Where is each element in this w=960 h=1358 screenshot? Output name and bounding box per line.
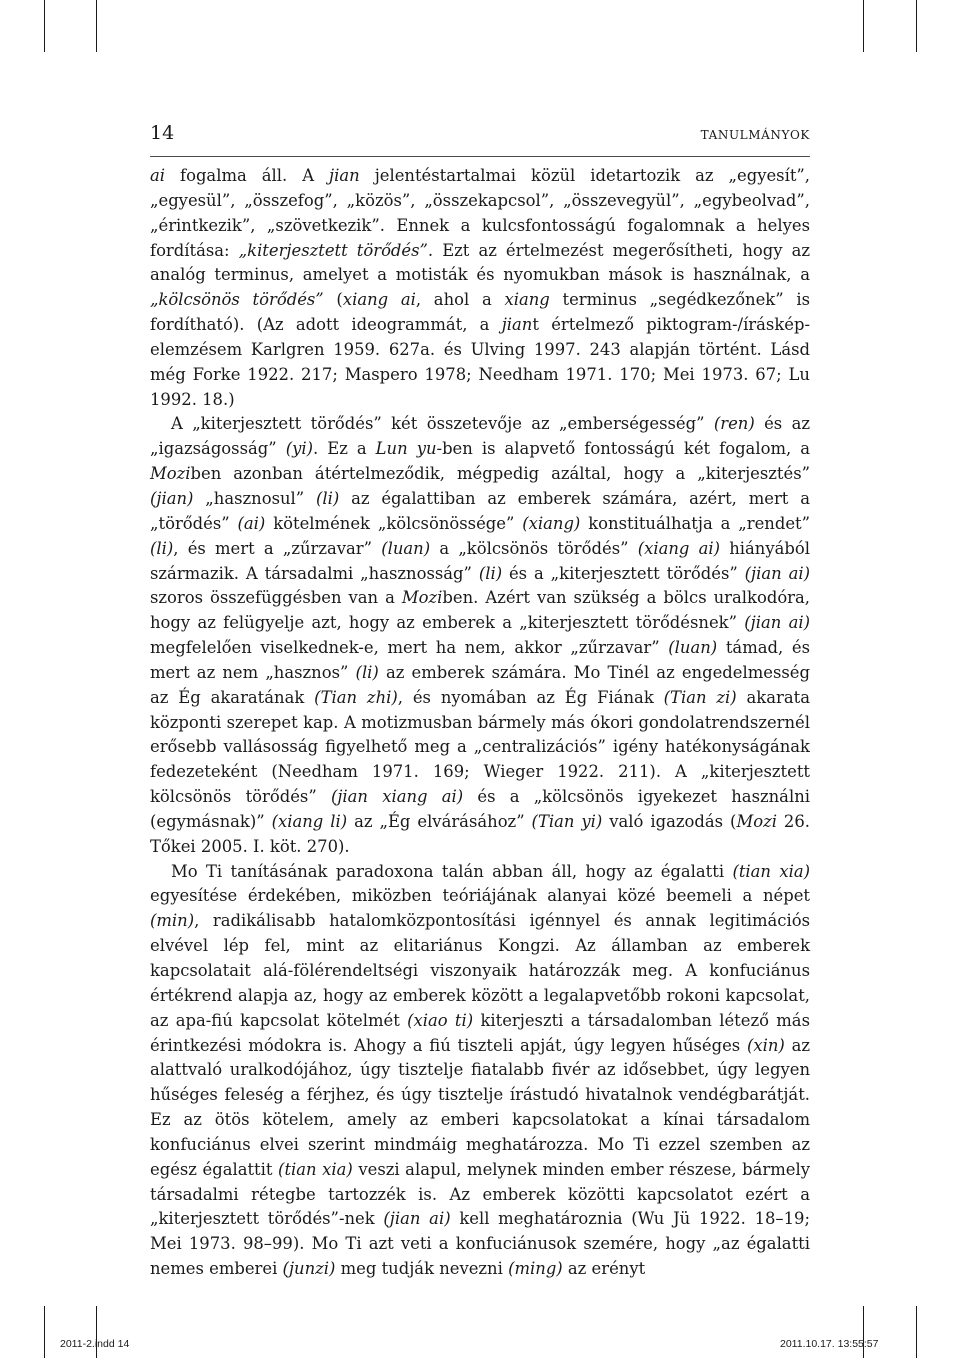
text-run: veszi alapul, melynek minden ember részese, bármely társadalmi rétegbe tartozzék is. Az emberek közötti kapcsolatot ezért a „kiterjesztett törődés”-nek bbox=[150, 1159, 810, 1229]
text-run: támad, és mert az nem „hasznos” bbox=[150, 638, 810, 682]
italic-term: (xiang ai) bbox=[637, 538, 721, 558]
text-run: kiterjeszti a társadalomban létező más érintkezési módokra is. Ahogy a fiú tiszteli apját, úgy legyen hűséges bbox=[150, 1010, 810, 1055]
italic-term: Mozi bbox=[401, 588, 443, 608]
paragraph-1 bbox=[150, 164, 810, 412]
page-number: 14 bbox=[150, 122, 175, 144]
italic-term: (jian ai) bbox=[383, 1209, 451, 1229]
crop-mark-bottom-left-vertical bbox=[96, 1306, 97, 1358]
italic-term: (Tian yi) bbox=[531, 811, 603, 831]
italic-term: „kölcsönös törődés” bbox=[150, 290, 324, 310]
body-text bbox=[150, 164, 810, 1282]
italic-term: (junzi) bbox=[282, 1259, 336, 1279]
italic-term: (Tian zi) bbox=[663, 687, 737, 707]
italic-term: (tian xia) bbox=[732, 861, 810, 881]
text-run: t értelmező piktogram-/íráskép-elemzésem Karlgren 1959. 627a. és Ulving 1997. 243 alapján történt. Lásd még Forke 1922. 217; Maspero 1978; Needham 1971. 170; Mei 1973. 67; Lu 1992. 18.) bbox=[150, 315, 810, 409]
text-run: ben. Azért van szükség a bölcs uralkodóra, hogy az felügyelje azt, hogy az emberek a „kiterjesztett törődésnek” bbox=[150, 588, 811, 633]
text-run: az erényt bbox=[562, 1259, 646, 1279]
crop-mark-bottom-right bbox=[863, 1306, 864, 1358]
text-run: az alattvaló uralkodójához, úgy tisztelje fiatalabb fivér az idősebbet, úgy legyen hűséges feleség a férjhez, és úgy tisztelje írástudó hivatalnok vendégbarátját. Ez az ötös kötelem, amely az emberi kapcsolatokat a kínai társadalom konfuciánus elvei szerint mindmáig meghatározza. Mo Ti ezzel szemben az egész égalattit bbox=[150, 1035, 810, 1179]
italic-term: (ming) bbox=[508, 1259, 563, 1279]
header-rule bbox=[150, 156, 810, 157]
italic-term: (jian ai) bbox=[744, 563, 811, 583]
italic-term: (ai) bbox=[237, 513, 266, 533]
text-run: az égalattiban az emberek számára, azért, mert a „törődés” bbox=[150, 488, 810, 533]
italic-term: (yi) bbox=[285, 439, 313, 459]
text-run: az „Ég elvárásához” bbox=[347, 811, 532, 831]
italic-term: (ren) bbox=[713, 414, 755, 434]
italic-term: (min) bbox=[150, 911, 195, 931]
text-run: „hasznosul” bbox=[193, 488, 316, 508]
italic-term: jian bbox=[329, 166, 360, 185]
italic-term: (xiang li) bbox=[271, 811, 348, 831]
text-run: fogalma áll. A bbox=[165, 166, 330, 185]
footer-file-name: 2011-2.indd 14 bbox=[60, 1338, 130, 1350]
italic-term: (li) bbox=[478, 563, 503, 583]
italic-term: (tian xia) bbox=[278, 1159, 353, 1179]
paragraph-3 bbox=[150, 860, 810, 1282]
italic-term: (luan) bbox=[381, 538, 431, 558]
text-run: ben azonban átértelmeződik, mégpedig azáltal, hogy a „kiterjesztés” bbox=[190, 464, 810, 484]
text-run: , és mert a „zűrzavar” bbox=[173, 538, 382, 558]
italic-term: xiang bbox=[504, 290, 550, 310]
footer-timestamp: 2011.10.17. 13:55:57 bbox=[780, 1338, 879, 1350]
text-run: , és nyomában az Ég Fiának bbox=[397, 687, 664, 707]
italic-term: (jian xiang ai) bbox=[330, 787, 464, 807]
text-run: -ben is alapvető fontosságú két fogalom, a bbox=[436, 439, 810, 459]
italic-term: „kiterjesztett törődés” bbox=[238, 240, 428, 260]
text-run: egyesítése érdekében, miközben teóriájának alanyai közé beemeli a népet bbox=[150, 886, 810, 906]
italic-term: (xin) bbox=[746, 1035, 785, 1055]
crop-mark-top-left bbox=[44, 0, 45, 52]
text-run: a „kölcsönös törődés” bbox=[430, 538, 638, 558]
text-run: ( bbox=[323, 290, 343, 310]
italic-term: (xiao ti) bbox=[407, 1010, 474, 1030]
text-run: jelentéstartalmai közül idetartozik az „egyesít”, „egyesül”, „összefog”, „közös”, „összekapcsol”, „összevegyül”, „egybeolvad”, „érintkezik”, „szövetkezik”. Ennek a kulcsfontosságú fogalomnak a helyes fordítása: bbox=[150, 166, 810, 260]
crop-mark-bottom-left bbox=[44, 1306, 45, 1358]
crop-mark-top-right bbox=[863, 0, 864, 52]
text-run: meg tudják nevezni bbox=[335, 1259, 509, 1279]
italic-term: (Tian zhi) bbox=[314, 687, 398, 707]
italic-term: (luan) bbox=[668, 638, 718, 658]
text-run: , ahol a bbox=[415, 290, 505, 310]
text-run: kötelmének „kölcsönössége” bbox=[265, 513, 523, 533]
italic-term: xiang ai bbox=[342, 290, 416, 310]
italic-term: Mozi bbox=[736, 811, 777, 831]
text-run: konstituálhatja a „rendet” bbox=[580, 513, 811, 533]
running-header bbox=[150, 122, 810, 150]
italic-term: (jian ai) bbox=[744, 613, 810, 633]
text-run: , radikálisabb hatalomközpontosítási igénnyel és annak legitimációs elvével lép fel, mint az elitariánus Kongzi. Az államban az emberek kapcsolatait alá-fölérendeltségi viszonyaik határozzák meg. A konfuciánus értékrend alapja az, hogy az emberek között a legalapvetőbb rokoni kapcsolat, az apa-fiú kapcsolat kötelmét bbox=[150, 911, 810, 1030]
crop-mark-top-left-vertical bbox=[96, 0, 97, 52]
text-run: szoros összefüggésben van a bbox=[150, 588, 402, 608]
italic-term: jian bbox=[501, 315, 533, 335]
text-run: és az „igazságosság” bbox=[150, 414, 810, 459]
section-title: TANULMÁNYOK bbox=[700, 128, 810, 142]
italic-term: (li) bbox=[316, 488, 340, 508]
text-run: akarata központi szerepet kap. A motizmusban bármely más ókori gondolatrendszernél erősebb vallásosság figyelhető meg a „centralizációs” igény hatékonyságának fedezeteként (Needham 1971. 169; Wieger 1922. 211). A „kiterjesztett kölcsönös törődés” bbox=[150, 687, 810, 807]
text-run: Mo Ti tanításának paradoxona talán abban áll, hogy az égalatti bbox=[171, 861, 733, 881]
text-run: kell meghatároznia (Wu Jü 1922. 18–19; Mei 1973. 98–99). Mo Ti azt veti a konfuciánusok szemére, hogy „az égalatti nemes emberei bbox=[150, 1209, 810, 1279]
text-run: hiányából származik. A társadalmi „hasznosság” bbox=[150, 538, 810, 583]
italic-term: (li) bbox=[150, 538, 174, 558]
italic-term: ai bbox=[150, 166, 166, 185]
text-run: 26. Tőkei 2005. I. köt. 270). bbox=[150, 811, 810, 856]
text-run: és a „kölcsönös igyekezet használni (egymásnak)” bbox=[150, 787, 810, 831]
italic-term: (li) bbox=[355, 662, 379, 682]
text-run: . Ezt az értelmezést megerősítheti, hogy az analóg terminus, amelyet a motisták és nyomukban mások is használnak, a bbox=[150, 240, 810, 285]
text-run: való igazodás ( bbox=[602, 811, 737, 831]
italic-term: (xiang) bbox=[522, 513, 581, 533]
italic-term: Mozi bbox=[150, 464, 191, 484]
text-run: az emberek számára. Mo Tinél az engedelmesség az Ég akaratának bbox=[150, 662, 810, 707]
crop-mark-top-right-vertical bbox=[916, 0, 917, 52]
text-run: megfelelően viselkednek-e, mert ha nem, akkor „zűrzavar” bbox=[150, 638, 669, 658]
text-run: terminus „segédkezőnek” is fordítható). (Az adott ideogrammát, a bbox=[150, 290, 810, 335]
text-run: A „kiterjesztett törődés” két összetevője az „emberségesség” bbox=[171, 414, 714, 434]
text-run: . Ez a bbox=[312, 439, 376, 459]
paragraph-2 bbox=[150, 412, 810, 859]
italic-term: Lun yu bbox=[375, 439, 437, 459]
crop-mark-bottom-right-vertical bbox=[916, 1306, 917, 1358]
text-run: és a „kiterjesztett törődés” bbox=[502, 563, 745, 583]
italic-term: (jian) bbox=[150, 488, 194, 508]
